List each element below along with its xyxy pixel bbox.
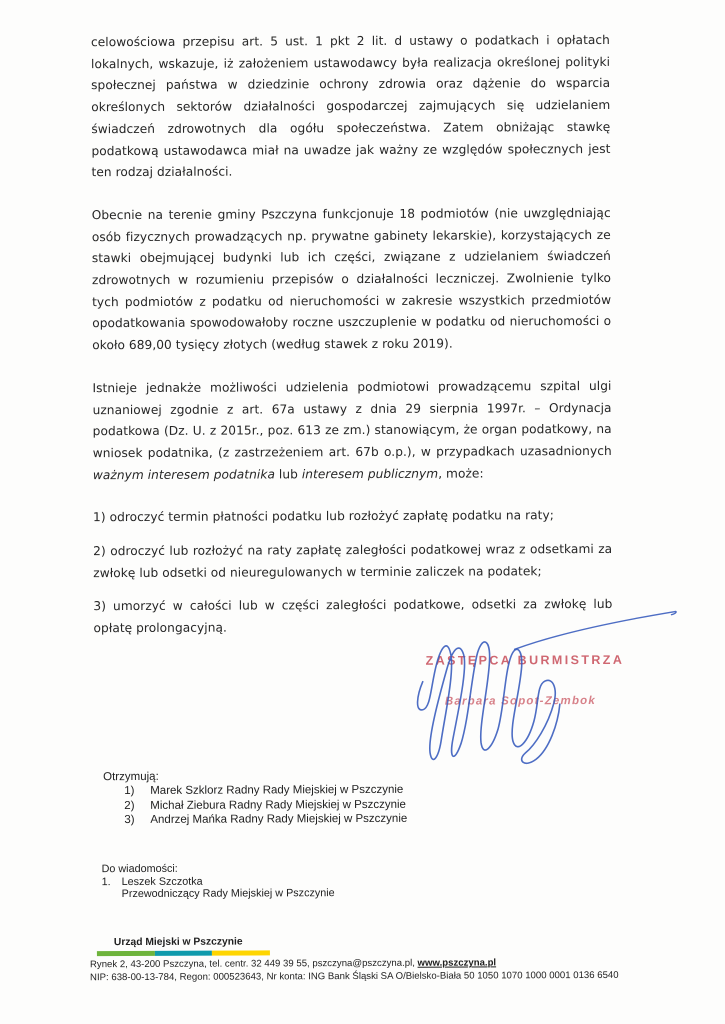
list-item-1: 1) odroczyć termin płatności podatku lub rozłożyć zapłatę podatku na raty;	[92, 508, 554, 525]
recipients-section	[103, 769, 407, 828]
recipient-number: 1)	[124, 785, 135, 798]
recipient-row	[103, 798, 407, 814]
for-information-heading: Do wiadomości:	[101, 862, 178, 876]
footer-address-text: Rynek 2, 43-200 Pszczyna, tel. centr. 32 449 39 55, pszczyna@pszczyna.pl,	[89, 958, 418, 971]
footer-bar-yellow	[212, 951, 270, 956]
signature-block	[408, 603, 699, 769]
recipient-name: Michał Ziebura Radny Rady Miejskiej w Pszczynie	[150, 798, 406, 812]
signature-stroke	[417, 642, 560, 764]
recipient-number: 2)	[124, 799, 135, 812]
signature-ink-icon	[408, 603, 699, 769]
recipient-name: Marek Szklorz Radny Rady Miejskiej w Pszczynie	[150, 784, 404, 798]
for-information-section	[102, 862, 335, 901]
paragraph-2: Obecnie na terenie gminy Pszczyna funkcjonuje 18 podmiotów (nie uwzględniając osób fizycznych prowadzących np. prywatne gabinety lekarskie), korzystających ze stawki obejmującej budynki lub ich części, związane z udzielaniem świadczeń zdrowotnych w rozumieniu przepisów o działalności leczniczej. Zwolnienie tylko tych podmiotów z podatku od nieruchomości w zakresie wszystkich przedmiotów opodatkowania spowodowałoby roczne uszczuplenie w podatku od nieruchomości o około 689,00 tysięcy złotych (według stawek z roku 2019).	[91, 205, 612, 353]
document-body	[91, 30, 613, 640]
for-information-name: Leszek Szczotka	[121, 875, 203, 888]
recipient-row	[103, 783, 407, 799]
footer-bank-line: NIP: 638-00-13-784, Regon: 000523643, Nr konta: ING Bank Śląski SA O/Bielsko-Biała 50 1050 1070 1000 0001 0136 6540	[90, 969, 619, 984]
list-item-2: 2) odroczyć lub rozłożyć na raty zapłatę zaległości podatkowej wraz z odsetkami za zwłokę lub odsetki od nieuregulowanych w terminie zaliczek na podatek;	[93, 541, 613, 580]
paragraph-3-lead: Istnieje jednakże możliwości udzielenia podmiotowi prowadzącemu szpital ulgi uznaniowej zgodnie z art. 67a ustawy z dnia 29 sierpnia 1997r. – Ordynacja podatkowa (Dz. U. z 2015r., poz. 613 ze zm.) stanowiącym, że organ podatkowy, na wniosek podatnika, (z zastrzeżeniem art. 67b o.p.), w przypadkach uzasadnionych	[92, 378, 612, 461]
recipient-name: Andrzej Mańka Radny Rady Miejskiej w Pszczynie	[150, 813, 408, 827]
paragraph-1: celowościowa przepisu art. 5 ust. 1 pkt 2 lit. d ustawy o podatkach i opłatach lokalnych, wskazuje, iż założeniem ustawodawcy była realizacja określonej polityki społecznej państwa w dziedzinie ochrony zdrowia oraz dążenie do wsparcia określonych sektorów działalności gospodarczej zajmujących się udzielaniem świadczeń zdrowotnych dla ogółu społeczeństwa. Zatem obniżając stawkę podatkową ustawodawca miał na uwadze jak ważny ze względów społecznych jest ten rodzaj działalności.	[90, 32, 611, 180]
footer-organization: Urząd Miejski w Pszczynie	[113, 936, 243, 949]
recipient-row	[103, 812, 407, 828]
for-information-title: Przewodniczący Rady Miejskiej w Pszczynie	[121, 887, 335, 901]
signature-flourish	[514, 611, 676, 649]
stamp-name: Barbara Sopot-Zembok	[444, 694, 597, 708]
footer-bar-green	[97, 951, 155, 956]
list-item-3: 3) umorzyć w całości lub w części zaległości podatkowe, odsetki za zwłokę lub opłatę prolongacyjną.	[93, 597, 613, 636]
footer	[90, 935, 690, 985]
paragraph-3-tail: , może:	[438, 466, 484, 481]
footer-color-bar	[97, 951, 270, 957]
paragraph-3-mid: lub	[274, 466, 302, 482]
for-information-number: 1.	[101, 875, 111, 888]
paragraph-3-italic-1: ważnym interesem podatnika	[92, 467, 275, 482]
for-information-row	[102, 875, 335, 889]
recipients-heading: Otrzymują:	[103, 770, 159, 784]
paragraph-3-italic-2: interesem publicznym	[301, 466, 439, 481]
footer-website-link[interactable]: www.pszczyna.pl	[417, 957, 497, 970]
stamp-title: ZASTĘPCA BURMISTRZA	[425, 652, 625, 668]
footer-bar-teal	[155, 951, 213, 956]
recipient-number: 3)	[124, 814, 135, 827]
paragraph-3	[92, 376, 611, 487]
